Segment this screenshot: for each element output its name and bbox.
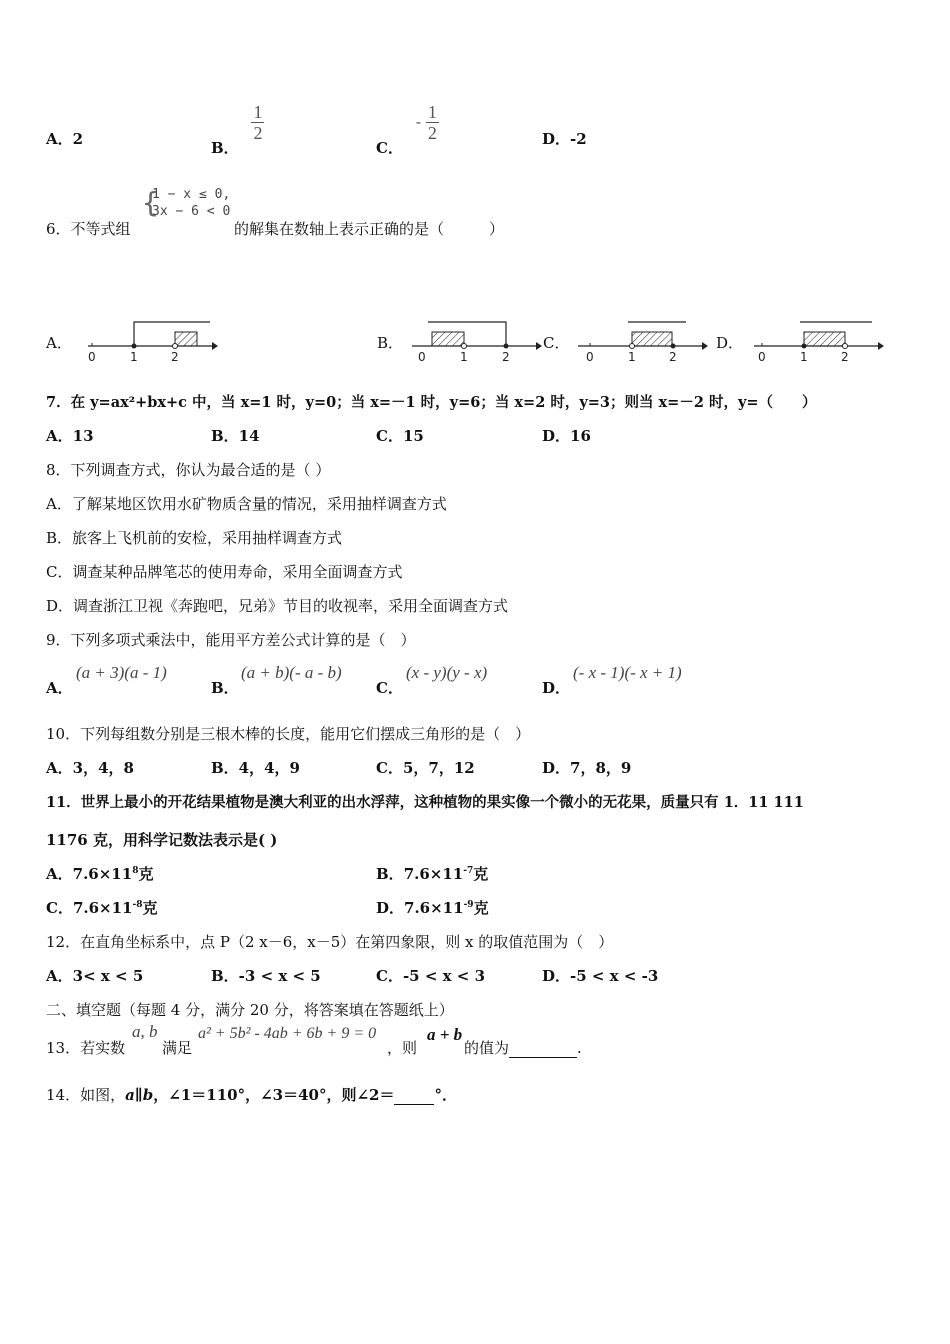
number-line-d: [754, 322, 884, 364]
q5-option-c: C． - $\frac{1}{2}$: [376, 102, 437, 157]
tick-0: 0: [758, 350, 766, 364]
q10-option-b: B．4，4，9: [211, 759, 300, 777]
tick-1: 1: [800, 350, 808, 364]
q8-option-a: A．了解某地区饮用水矿物质含量的情况，采用抽样调查方式: [46, 495, 447, 513]
q9-text: 9．下列多项式乘法中，能用平方差公式计算的是（ ）: [46, 631, 416, 649]
q7-option-c: C．15: [376, 427, 424, 445]
q11-option-d: D．$7.6\times 11^{-9}$克: [376, 899, 489, 917]
q10-option-a: A．3，4，8: [46, 759, 134, 777]
q6-suffix: 的解集在数轴上表示正确的是（ ）: [234, 220, 505, 238]
tick-0: 0: [418, 350, 426, 364]
q11-option-b: B．$7.6\times 11^{-7}$克: [376, 865, 489, 883]
q10-text: 10．下列每组数分别是三根木棒的长度，能用它们摆成三角形的是（ ）: [46, 725, 531, 743]
q9-option-a-expr: (a + 3)(a - 1): [76, 663, 167, 682]
tick-2: 2: [841, 350, 849, 364]
q12-option-d: D．-5 < x < -3: [542, 967, 659, 985]
q8-text: 8．下列调查方式，你认为最合适的是（ ）: [46, 461, 331, 479]
tick-2: 2: [669, 350, 677, 364]
q12-option-c: C．-5 < x < 3: [376, 967, 486, 985]
q6-option-a-label: A．: [46, 334, 72, 352]
q13-prefix: 13．若实数: [46, 1039, 126, 1057]
q8-option-b: B．旅客上飞机前的安检，采用抽样调查方式: [46, 529, 343, 547]
q9-option-b-label: B．: [211, 679, 239, 697]
q13-then: ，则: [387, 1039, 418, 1057]
tick-2: 2: [502, 350, 510, 364]
q11-option-c: C．$7.6\times 11^{-8}$克: [46, 899, 158, 917]
q10-option-c: C．5，7，12: [376, 759, 475, 777]
q14-answer-blank[interactable]: [394, 1086, 434, 1105]
tick-1: 1: [628, 350, 636, 364]
tick-1: 1: [460, 350, 468, 364]
q6-system: { 1 − x ≤ 0, 3x − 6 < 0: [142, 186, 231, 219]
q14-text: 14．如图，a∥b，∠1＝110°，∠3＝40°，则∠2＝ °．: [46, 1086, 457, 1104]
q13-answer-blank[interactable]: [509, 1039, 577, 1058]
q7-option-d: D．16: [542, 427, 591, 445]
q12-text: 12．在直角坐标系中，点 P（2 x－6，x－5）在第四象限，则 x 的取值范围为（ ）: [46, 933, 614, 951]
q9-option-c-label: C．: [376, 679, 403, 697]
q9-option-a-label: A．: [46, 679, 73, 697]
q9-option-d-expr: (- x - 1)(- x + 1): [573, 663, 682, 682]
q6-option-c-label: C．: [543, 334, 570, 352]
q9-option-b-expr: (a + b)(- a - b): [241, 663, 342, 682]
q10-option-d: D．7，8，9: [542, 759, 632, 777]
q12-option-b: B．-3 < x < 5: [211, 967, 321, 985]
q6-option-b-label: B．: [377, 334, 404, 352]
q11-option-a: A．$7.6\times 11^8$克: [46, 865, 154, 883]
number-line-a: [88, 322, 218, 364]
q5-option-b: B． $\frac{1}{2}$: [211, 102, 263, 157]
q9-option-c-expr: (x - y)(y - x): [406, 663, 488, 682]
q6-option-d-label: D．: [716, 334, 744, 352]
section2-title: 二、填空题（每题 4 分，满分 20 分，将答案填在答题纸上）: [46, 1001, 454, 1019]
tick-1: 1: [130, 350, 138, 364]
q13-suffix: 的值为 .: [464, 1039, 582, 1057]
q5-option-d: D．-2: [542, 130, 587, 148]
q11-line1: 11．世界上最小的开花结果植物是澳大利亚的出水浮萍，这种植物的果实像一个微小的无花果，质量只有 1．11 111: [46, 794, 804, 811]
q7-option-b: B．14: [211, 427, 260, 445]
q13-mid: 满足: [162, 1039, 193, 1057]
q8-option-c: C．调查某种品牌笔芯的使用寿命，采用全面调查方式: [46, 563, 403, 581]
q13-equation: a² + 5b² - 4ab + 6b + 9 = 0: [198, 1025, 377, 1042]
q5-option-a: A．2: [46, 130, 84, 148]
q11-line2: 1176 克，用科学记数法表示是( ): [46, 831, 278, 849]
q13-vars: a, b: [132, 1022, 158, 1041]
q12-option-a: A．3< x < 5: [46, 967, 144, 985]
q9-option-d-label: D．: [542, 679, 571, 697]
number-line-c: [578, 322, 708, 364]
q7-option-a: A．13: [46, 427, 94, 445]
tick-0: 0: [586, 350, 594, 364]
q6-number-lines: [0, 310, 950, 370]
tick-0: 0: [88, 350, 96, 364]
q6-number: 6．不等式组: [46, 220, 131, 238]
q13-expr: a + b: [427, 1025, 463, 1044]
number-line-b: [412, 322, 542, 364]
q7-text: 7．在 y=ax²+bx+c 中，当 x=1 时，y=0；当 x=－1 时，y=6；当 x=2 时，y=3；则当 x=－2 时，y=（ ）: [46, 394, 817, 411]
tick-2: 2: [171, 350, 179, 364]
q8-option-d: D．调查浙江卫视《奔跑吧，兄弟》节目的收视率，采用全面调查方式: [46, 597, 509, 615]
